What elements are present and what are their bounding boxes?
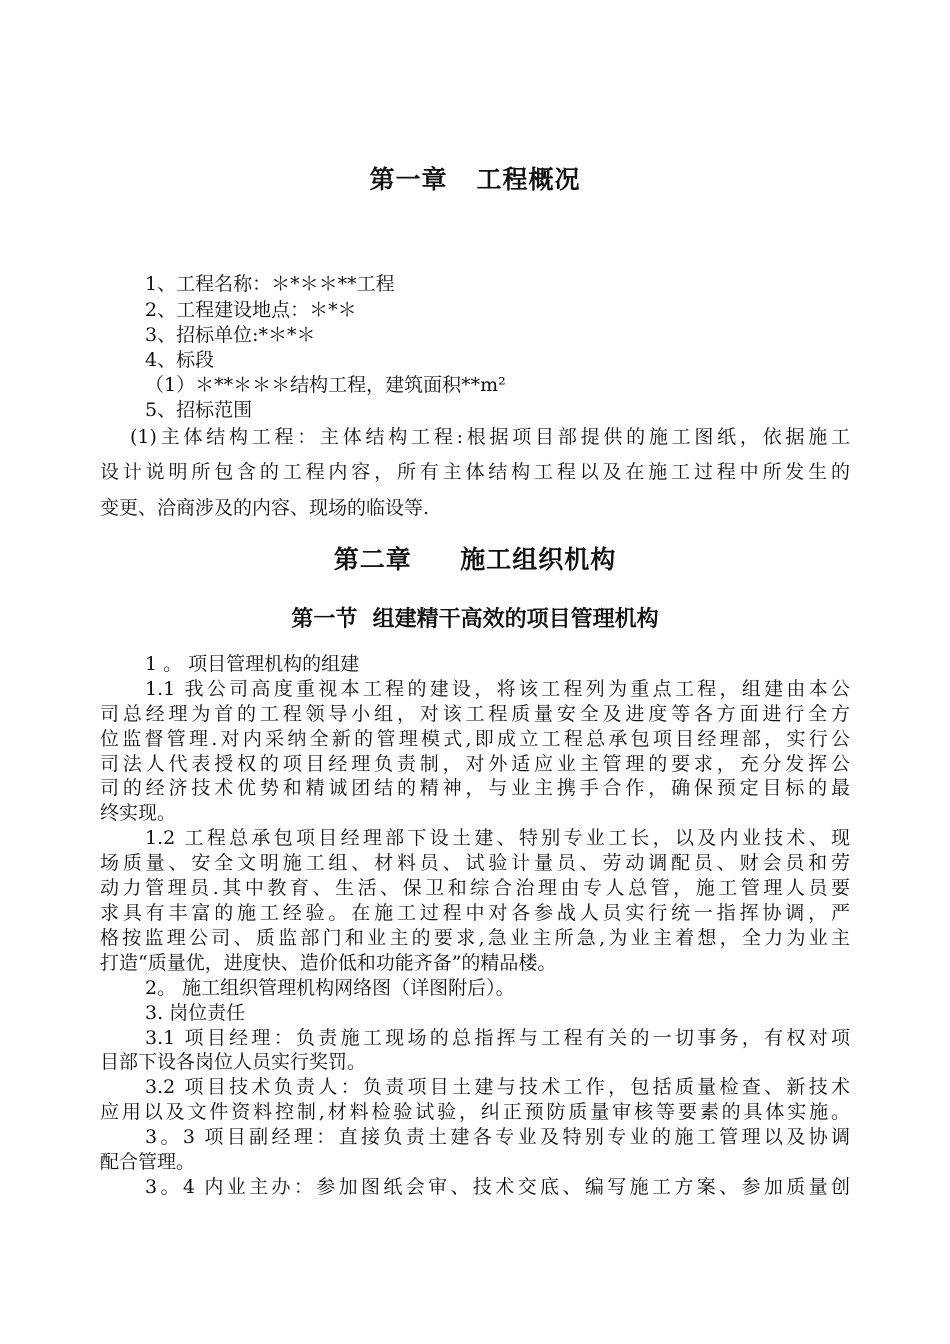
scope-line-2: 设计说明所包含的工程内容，所有主体结构工程以及在施工过程中所发生的 [100,461,850,483]
item-tender-scope: 5、招标范围 [145,399,253,421]
para-3-2-line-1: 3.2 项目技术负责人：负责项目土建与技术工作，包括质量检查、新技术 [145,1076,850,1098]
para-1-2-line-4: 求具有丰富的施工经验。在施工过程中对各参战人员实行统一指挥协调，严 [100,902,850,924]
para-3-2-line-2: 应用以及文件资料控制,材料检验试验，纠正预防质量审核等要素的具体实施。 [100,1101,850,1123]
item-project-location: 2、工程建设地点：＊*＊ [145,299,357,321]
para-3-1-line-2: 目部下设各岗位人员实行奖罚。 [100,1051,367,1073]
item-section-detail: （1）＊**＊＊＊结构工程，建筑面积**m² [145,374,506,396]
para-1-1-line-3: 位监督管理.对内采纳全新的管理模式,即成立工程总承包项目经理部，实行公 [100,728,850,750]
item-1-heading: 1 。 项目管理机构的组建 [145,653,360,675]
para-1-1-line-6: 终实现。 [100,802,177,824]
scope-line-1: (1)主体结构工程：主体结构工程:根据项目部提供的施工图纸，依据施工 [130,426,850,448]
item-3-heading: 3. 岗位责任 [145,1002,246,1024]
para-1-1-line-1: 1.1 我公司高度重视本工程的建设，将该工程列为重点工程，组建由本公 [145,678,850,700]
para-1-1-line-4: 司法人代表授权的项目经理负责制，对外适应业主管理的要求，充分发挥公 [100,753,850,775]
para-3-3-line-2: 配合管理。 [100,1151,196,1173]
para-3-4-line-1: 3。4 内业主办：参加图纸会审、技术交底、编写施工方案、参加质量创 [145,1176,850,1198]
para-1-2-line-6: 打造“质量优，进度快、造价低和功能齐备”的精品楼。 [100,952,557,974]
para-1-2-line-2: 场质量、安全文明施工组、材料员、试验计量员、劳动调配员、财会员和劳 [100,852,850,874]
para-1-1-line-2: 司总经理为首的工程领导小组，对该工程质量安全及进度等各方面进行全方 [100,703,850,725]
para-3-3-line-1: 3。3 项目副经理：直接负责土建各专业及特别专业的施工管理以及协调 [145,1126,850,1148]
section-1-title: 第一节 组建精干高效的项目管理机构 [291,607,659,632]
item-tender-unit: 3、招标单位:*＊*＊ [145,324,316,346]
item-section: 4、标段 [145,349,215,371]
scope-line-3: 变更、洽商涉及的内容、现场的临设等. [100,497,430,519]
para-1-2-line-5: 格按监理公司、质监部门和业主的要求,急业主所急,为业主着想，全力为业主 [100,927,850,949]
para-1-1-line-5: 司的经济技术优势和精诚团结的精神，与业主携手合作，确保预定目标的最 [100,777,850,799]
para-1-2-line-1: 1.2 工程总承包项目经理部下设土建、特别专业工长，以及内业技术、现 [145,827,850,849]
item-2: 2。 施工组织管理机构网络图（详图附后）。 [145,977,515,999]
item-project-name: 1、工程名称：＊*＊＊**工程 [145,273,395,295]
para-1-2-line-3: 动力管理员.其中教育、生活、保卫和综合治理由专人总管，施工管理人员要 [100,877,850,899]
chapter-2-title: 第二章 施工组织机构 [333,545,617,574]
para-3-1-line-1: 3.1 项目经理：负责施工现场的总指挥与工程有关的一切事务，有权对项 [145,1027,850,1049]
chapter-1-title: 第一章 工程概况 [369,165,581,194]
